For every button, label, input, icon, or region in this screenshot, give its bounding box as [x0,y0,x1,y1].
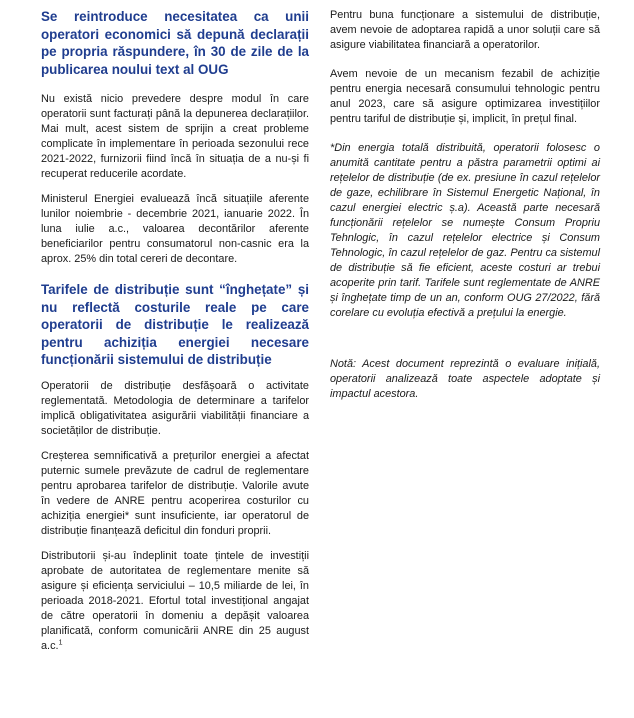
note-technological-consumption: *Din energia totală distribuită, operatorii folosesc o anumită cantitate pentru a păstra parametrii optimi ai rețelelor de distribuție (de ex. presiune în cazul rețelelor de gaze, echilibrare în Sistemul Energetic Național, în cazul energiei electric ș.a). Această parte necesară funcționării rețelelor se numește Consum Propriu Tehnlogic, în cazul rețelelor electrice și Consum Tehnologic, în cazul rețelelor de gaz. Pentru ca sistemul de distribuție să fie eficient, aceste costuri ar trebui acoperite prin tarif. Tarifele sunt reglementate de ANRE și înghețate timp de un an, conform OUG 27/2022, fără corelare cu evoluția efectivă a prețului la energie. [330,142,600,319]
paragraph-regulated-activity: Operatorii de distribuție desfășoară o activitate reglementată. Metodologia de determinare a tarifelor implică obligativitatea asigurării viabilității financiare a societăților de distribuție. [41,379,309,437]
paragraph-rapid-solutions: Pentru buna funcționare a sistemului de distribuție, avem nevoie de adoptarea rapidă a unor soluții care să asigure viabilitatea financiară a operatorilor. [330,9,600,51]
footnote-marker: 1 [58,638,63,646]
section-heading-declarations: Se reintroduce necesitatea ca unii operatori economici să depună declarații pe propria răspundere, în 30 de zile de la publicarea noului text al OUG [41,9,309,77]
paragraph-ministry-evaluation: Ministerul Energiei evaluează încă situațiile aferente lunilor noiembrie - decembrie 2021, ianuarie 2022. În luna iulie a.c., valoarea decontărilor aferente beneficiarilor pentru consumatorul non-casnic era la aprox. 25% din total cereri de decontare. [41,193,309,265]
note-initial-evaluation: Notă: Acest document reprezintă o evaluare inițială, operatorii analizează toate aspectele adoptate și impactul acestora. [330,358,600,400]
paragraph-billing: Nu există nicio prevedere despre modul în care operatorii sunt facturați până la depunerea declarațiilor. Mai mult, acest sistem de sprijin a creat probleme complicate în implementare în perioada sezonului rece 2021-2022, furnizorii fiind încă în situația de a nu-și fi recuperat reducerile acordate. [41,93,309,180]
section-heading-tariffs: Tarifele de distribuție sunt “înghețate” și nu reflectă costurile reale pe care operatorii de distribuție le realizează pentru achiziția energiei necesare funcționării sistemului de distribuție [41,282,309,367]
paragraph-price-increase: Creșterea semnificativă a prețurilor energiei a afectat puternic sumele prevăzute de cadrul de reglementare pentru aprobarea tarifelor de distribuție. Valorile avute în vedere de ANRE pentru acoperirea costurilor cu achiziția energiei* sunt insuficiente, iar operatorul de distribuție finanțează deficitul din fonduri proprii. [41,449,309,537]
right-column [330,8,600,402]
paragraph-investments [41,549,309,654]
paragraph-acquisition-mechanism: Avem nevoie de un mecanism fezabil de achiziție pentru energia necesară consumului tehnologic pentru anul 2023, care să asigure optimizarea investițiilor pentru tariful de distribuție și, implicit, în prețul final. [330,68,600,125]
left-column [41,8,309,654]
paragraph-investments-text: Distributorii și-au îndeplinit toate țintele de investiții aprobate de autoritatea de reglementare menite să asigure și eficiența serviciului – 10,5 miliarde de lei, în perioada 2018-2021. Efortul total investițional angajat de către operatorii în domeniu a depășit valoarea planificată, conform comunicării ANRE din 25 august a.c. [41,549,309,652]
